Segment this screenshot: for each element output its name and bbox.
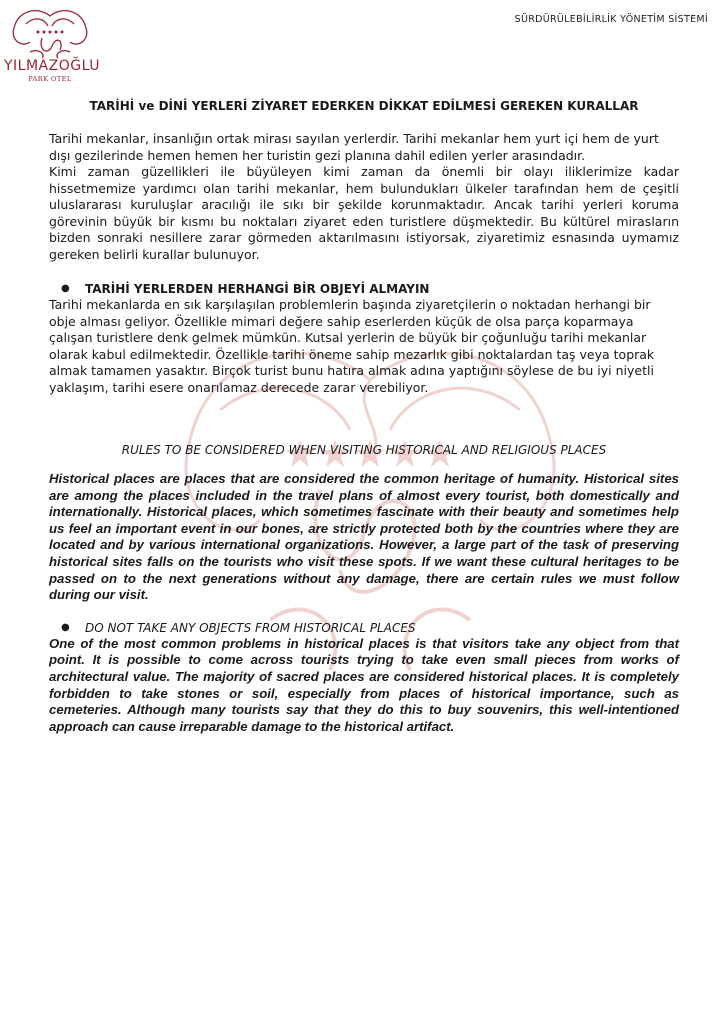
paragraph-turkish-1: Tarihi mekanlar, insanlığın ortak mirası sayılan yerlerdir. Tarihi mekanlar hem yurt içi hem de yurt dışı gezilerinde hemen hemen her turistin gezi planına dahil edilen yerler arasındadır. [49,131,659,163]
title-turkish: TARİHİ ve DİNİ YERLERİ ZİYARET EDERKEN DİKKAT EDİLMESİ GEREKEN KURALLAR [89,99,639,113]
bullet-turkish [49,281,679,297]
bullet-dot-icon: ● [61,283,70,294]
system-title: SÜRDÜRÜLEBİLİRLİK YÖNETİM SİSTEMİ [514,14,708,25]
hotel-logo [4,4,100,83]
title-english: RULES TO BE CONSIDERED WHEN VISITING HISTORICAL AND RELIGIOUS PLACES [121,443,607,457]
logo-subtitle: PARK OTEL [28,75,72,83]
bullet-heading-turkish: TARİHİ YERLERDEN HERHANGİ BİR OBJEYİ ALMAYIN [85,282,430,296]
logo-name: YILMAZOĞLU [4,58,100,74]
bullet-dot-icon: ● [61,621,70,633]
paragraph-turkish-2: Kimi zaman güzellikleri ile büyüleyen kimi zaman da önemli bir olayı iliklerimize kadar hissetmemize yardımcı olan tarihi mekanlar, hem bulundukları ülkeler tarafından hem de çeşitli uluslararası kuruluşlar aracılığı ile sıkı bir şekilde korunmaktadır. Ancak tarihi yerleri koruma görevinin büyük bir kısmı bu noktaları ziyaret eden turistlere düşmektedir. Bu kültürel mirasların bizden sonraki nesillere zarar görmeden aktarılmasını istiyorsak, ziyaretimiz esnasında uymamız gereken belirli kurallar bulunuyor. [49,164,679,262]
bullet-heading-english: DO NOT TAKE ANY OBJECTS FROM HISTORICAL PLACES [85,620,416,635]
document-body [49,99,679,735]
bullet-text-english: One of the most common problems in historical places is that visitors take any object from that point. It is possible to come across tourists trying to take even small pieces from works of architectural value. The majority of sacred places are considered historical places. It is completely forbidden to take stones or soil, especially from places of historical importance, such as cemeteries. Although many tourists say that they do this to buy souvenirs, this well-intentioned approach can cause irreparable damage to the historical artifact. [49,635,679,734]
paragraph-english: Historical places are places that are considered the common heritage of humanity. Historical sites are among the places included in the travel plans of almost every tourist, both domestically and internationally. Historical places, which sometimes fascinate with their beauty and sometimes help us feel an important event in our bones, are strictly protected both by the countries where they are located and by various international organizations. However, a large part of the task of preserving historical sites falls on the tourists who visit these spots. If we want these cultural heritages to be passed on to the next generations without any damage, there are certain rules we must follow during our visit. [49,471,679,603]
bullet-text-turkish: Tarihi mekanlarda en sık karşılaşılan problemlerin başında ziyaretçilerin o noktadan herhangi bir obje alması geliyor. Özellikle mimari değere sahip eserlerden küçük de olsa parça koparmaya çalışan turistlere denk gelmek mümkün. Kutsal yerlerin de büyük bir çoğunluğu tarihi mekanlar olarak kabul edilmektedir. Özellikle tarihi öneme sahip mezarlık gibi noktalardan taş veya toprak almak tamamen yasaktır. Birçok turist bunu hatıra almak adına yaptığını söylese de bu iyi niyetli yaklaşım, tarihi esere onarılamaz derecede zarar verebiliyor. [49,297,655,395]
bullet-english [49,620,679,636]
crest-icon [8,4,92,60]
